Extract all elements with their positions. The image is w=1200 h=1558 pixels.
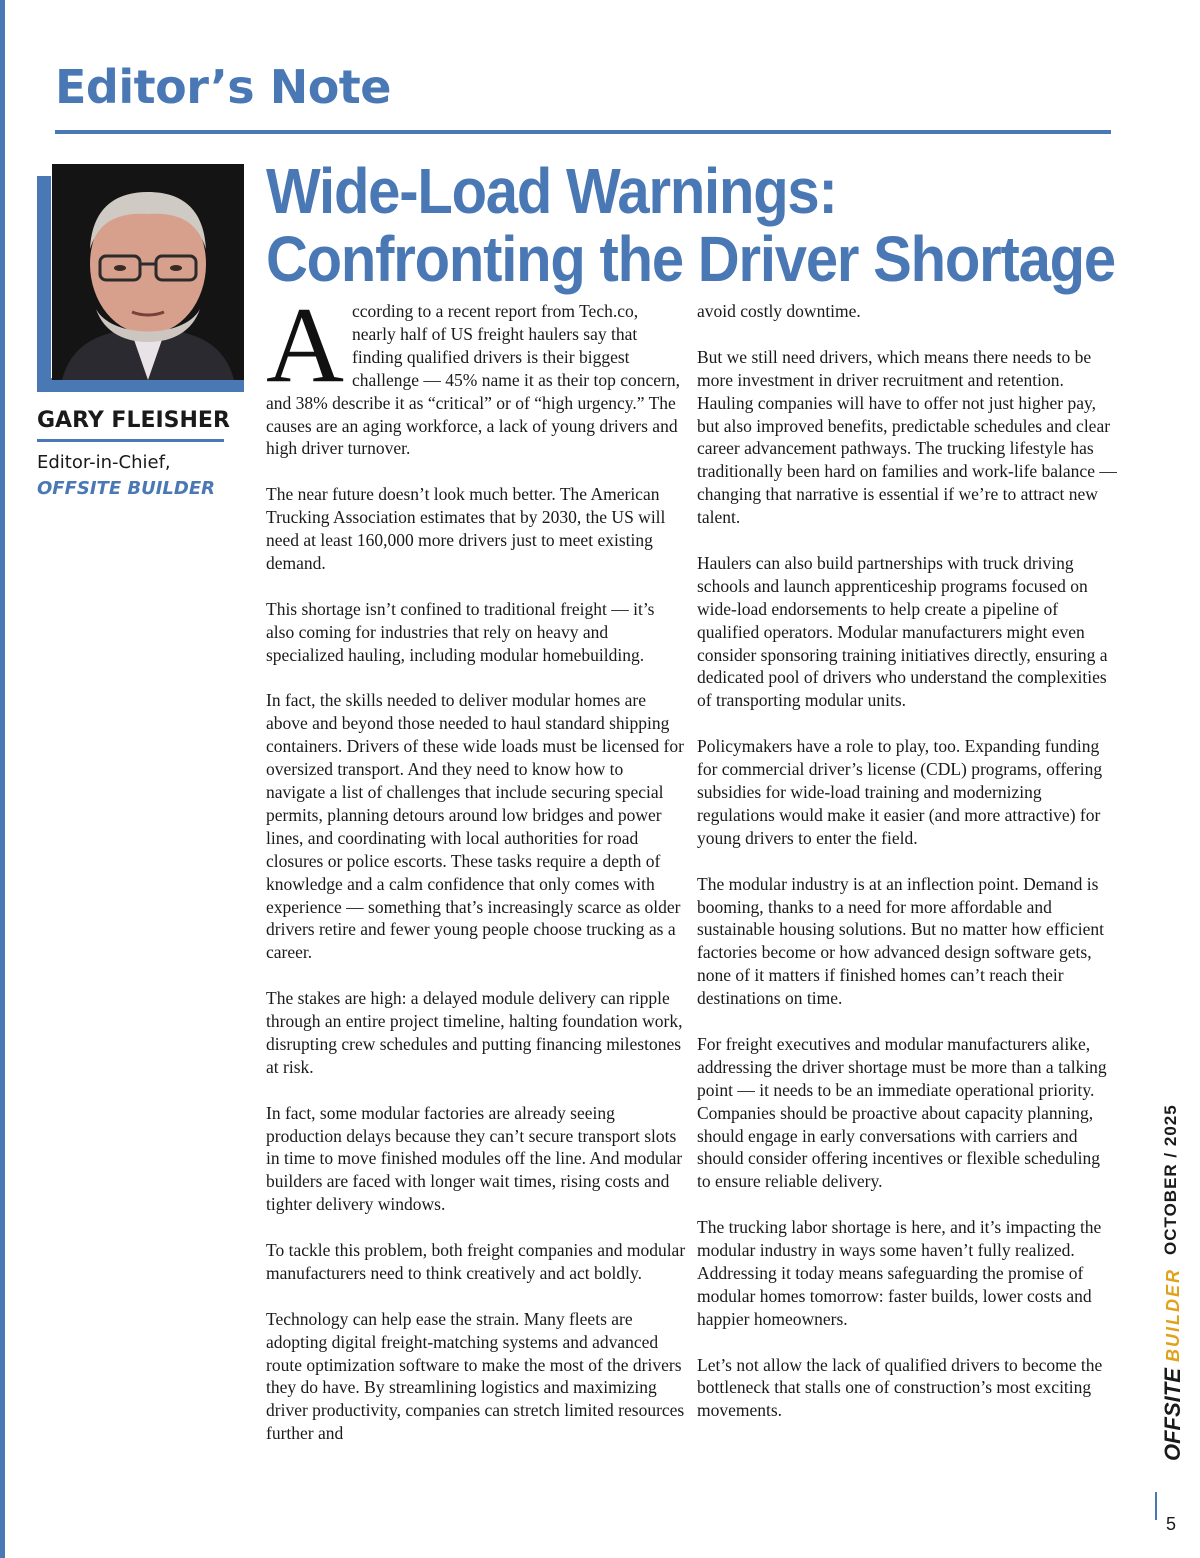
article-column-1 [266, 286, 686, 1468]
paragraph: The trucking labor shortage is here, and it’s impacting the modular industry in ways some haven’t fully realized. Addressing it today means safeguarding the promise of modular homes tomorrow: faster builds, lower costs and happier homeowners. [697, 1217, 1102, 1329]
paragraph: avoid costly downtime. [697, 301, 861, 321]
author-name: GARY FLEISHER [37, 408, 230, 433]
spine-brand-logo [1158, 1268, 1188, 1488]
article-headline: Wide-Load Warnings: Confronting the Driver Shortage [266, 155, 1115, 296]
paragraph: To tackle this problem, both freight companies and modular manufacturers need to think creatively and act boldly. [266, 1240, 686, 1283]
author-title [37, 450, 215, 502]
paragraph [266, 286, 686, 460]
left-edge-rule [0, 0, 5, 1558]
paragraph: In fact, the skills needed to deliver modular homes are above and beyond those needed to haul standard shipping containers. Drivers of these wide loads must be licensed for oversized transport. And they need to know how to navigate a list of challenges that include securing special permits, planning detours around low bridges and power lines, and coordinating with local authorities for road closures or police escorts. These tasks require a depth of knowledge and a calm confidence that only comes with experience — something that’s increasingly scarce as older drivers retire and fewer young people choose trucking as a career. [266, 690, 684, 963]
paragraph: The near future doesn’t look much better. The American Trucking Association estimates that by 2030, the US will need at least 160,000 more drivers just to meet existing demand. [266, 484, 666, 573]
paragraph: The modular industry is at an inflection point. Demand is booming, thanks to a need for more affordable and sustainable housing solutions. But no matter how efficient factories become or how advanced design software gets, none of it matters if finished homes can’t reach their destinations on time. [697, 873, 1104, 1009]
paragraph: For freight executives and modular manufacturers alike, addressing the driver shortage must be more than a talking point — it needs to be an immediate operational priority. Companies should be proactive about capacity planning, should engage in early conversations with carriers and should consider offering incentives or flexible scheduling to ensure reliable delivery. [697, 1033, 1107, 1192]
page-number: 5 [1166, 1514, 1177, 1534]
brand-word-offsite: OFFSITE [1160, 1368, 1185, 1462]
author-role: Editor-in-Chief, [37, 452, 171, 473]
author-publication: OFFSITE BUILDER [37, 478, 215, 499]
section-title: Editor’s Note [55, 60, 391, 114]
paragraph: The stakes are high: a delayed module delivery can ripple through an entire project timeline, halting foundation work, disrupting crew schedules and putting financing milestones at risk. [266, 988, 683, 1077]
paragraph: Policymakers have a role to play, too. Expanding funding for commercial driver’s license (CDL) programs, offering subsidies for wide-load training and modernizing regulations would make it easier (and more attractive) for young drivers to enter the field. [697, 736, 1103, 848]
brand-word-builder: BUILDER [1163, 1268, 1183, 1362]
paragraph: But we still need drivers, which means there needs to be more investment in driver recruitment and retention. Hauling companies will have to offer not just higher pay, but also improved benefits, predictable schedules and clear career advancement pathways. The trucking lifestyle has traditionally been hard on families and work-life balance — changing that narrative is essential if we’re to attract new talent. [697, 346, 1117, 528]
paragraph: This shortage isn’t confined to traditional freight — it’s also coming for industries that rely on heavy and specialized hauling, including modular homebuilding. [266, 598, 655, 665]
author-portrait-image [52, 164, 244, 380]
author-photo [52, 164, 244, 380]
paragraph: Technology can help ease the strain. Many fleets are adopting digital freight-matching systems and advanced route optimization software to make the most of the drivers they do have. By streamlining logistics and maximizing driver productivity, companies can stretch limited resources further and [266, 1308, 685, 1444]
page-number-rule [1155, 1492, 1157, 1520]
paragraph: Haulers can also build partnerships with truck driving schools and launch apprenticeship programs focused on wide-load endorsements to help create a pipeline of qualified operators. Modular manufacturers might even consider sponsoring training initiatives directly, ensuring a dedicated pool of drivers who understand the complexities of transporting modular units. [697, 552, 1108, 711]
paragraph: Let’s not allow the lack of qualified drivers to become the bottleneck that stalls one of construction’s most exciting movements. [697, 1354, 1103, 1421]
frame-bar-bottom [37, 378, 244, 392]
frame-bar-left [37, 176, 51, 392]
drop-cap: A [266, 286, 344, 405]
author-divider [37, 439, 224, 442]
issue-date: OCTOBER / 2025 [1161, 1104, 1180, 1255]
title-divider [55, 130, 1111, 134]
article-column-2 [697, 300, 1117, 1445]
paragraph-text: ccording to a recent report from Tech.co, nearly half of US freight haulers say that finding qualified drivers is their biggest challenge — 45% name it as their top concern, and 38% describe it as “critical” or of “high urgency.” The causes are an aging workforce, a lack of young drivers and high driver turnover. [266, 301, 681, 459]
paragraph: In fact, some modular factories are already seeing production delays because they can’t secure transport slots in time to move finished modules off the line. And modular builders are faced with longer wait times, rising costs and tighter delivery windows. [266, 1102, 683, 1215]
